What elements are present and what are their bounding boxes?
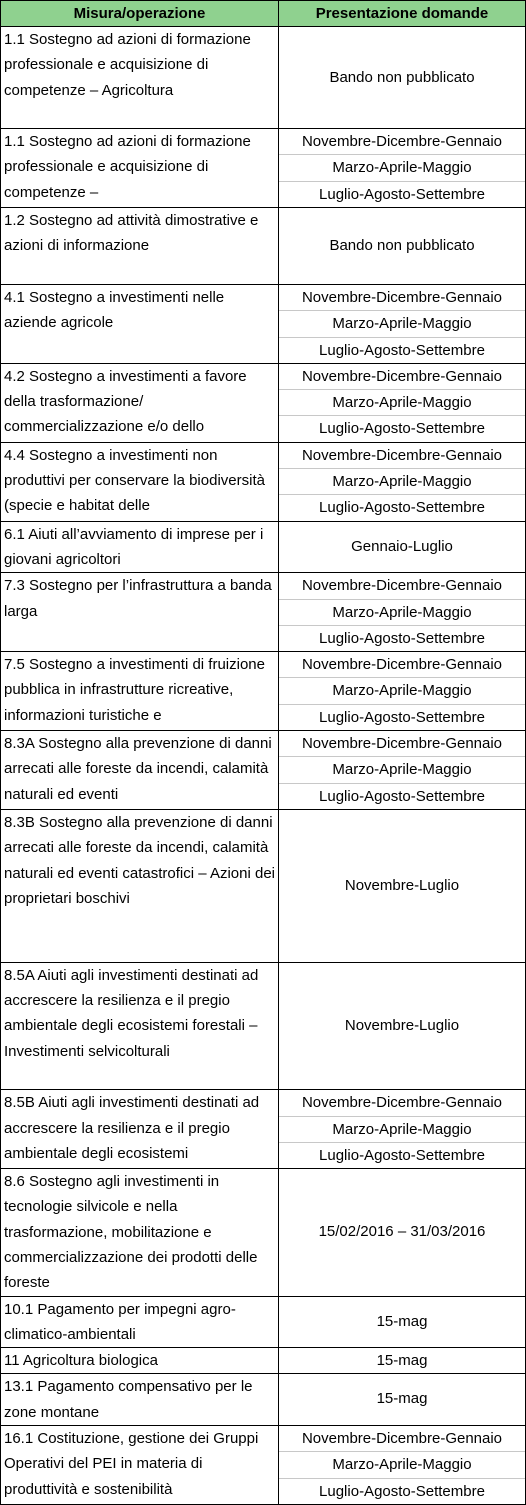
misura-text: 10.1 Pagamento per impegni agro-climatico-ambientali — [4, 1300, 236, 1343]
presentazione-cell — [279, 27, 526, 129]
presentazione-cell — [279, 1090, 526, 1169]
presentazione-text: 15-mag — [376, 1312, 428, 1330]
presentazione-cell — [279, 1348, 526, 1374]
misura-text: 1.1 Sostegno ad azioni di formazione professionale e acquisizione di competenze – — [4, 133, 251, 201]
presentazione-period: Marzo-Aprile-Maggio — [279, 154, 525, 180]
header-misura: Misura/operazione — [1, 1, 279, 27]
misura-text: 7.3 Sostegno per l’infrastruttura a banda larga — [4, 577, 272, 620]
presentazione-period: Luglio-Agosto-Settembre — [279, 704, 525, 730]
presentazione-text: Novembre-Luglio — [344, 876, 460, 894]
presentazione-cell — [279, 1426, 526, 1505]
presentazione-period: Novembre-Dicembre-Gennaio — [301, 735, 503, 753]
table-body — [1, 27, 526, 1505]
misura-cell — [1, 129, 279, 208]
table-row — [1, 27, 526, 129]
presentazione-period: Marzo-Aprile-Maggio — [279, 389, 525, 415]
presentazione-period: Luglio-Agosto-Settembre — [279, 1142, 525, 1168]
presentazione-period: Luglio-Agosto-Settembre — [279, 494, 525, 520]
misura-cell — [1, 442, 279, 521]
misura-cell — [1, 1169, 279, 1297]
misura-text: 8.5A Aiuti agli investimenti destinati ad accrescere la resilienza e il pregio ambientale degli ecosistemi forestali – Investimenti selvicolturali — [4, 966, 259, 1060]
presentazione-period: Luglio-Agosto-Settembre — [279, 783, 525, 809]
presentazione-text: 15-mag — [376, 1352, 428, 1370]
table-row — [1, 129, 526, 208]
misura-cell — [1, 652, 279, 731]
misura-cell — [1, 363, 279, 442]
misura-cell — [1, 1296, 279, 1348]
misura-text: 16.1 Costituzione, gestione dei Gruppi Operativi del PEI in materia di produttività e sostenibilità — [4, 1430, 259, 1498]
presentazione-period: Marzo-Aprile-Maggio — [279, 1451, 525, 1477]
table-row — [1, 363, 526, 442]
presentazione-period: Novembre-Dicembre-Gennaio — [301, 656, 503, 674]
presentazione-text: Gennaio-Luglio — [351, 537, 453, 555]
misura-cell — [1, 1090, 279, 1169]
misura-text: 1.1 Sostegno ad azioni di formazione professionale e acquisizione di competenze – Agricoltura — [4, 31, 251, 99]
table-row — [1, 1426, 526, 1505]
presentazione-text: 15-mag — [376, 1390, 428, 1408]
presentazione-period: Marzo-Aprile-Maggio — [279, 756, 525, 782]
presentazione-cell — [279, 521, 526, 573]
presentazione-cell — [279, 363, 526, 442]
misura-cell — [1, 27, 279, 129]
misura-cell — [1, 284, 279, 363]
presentazione-text: 15/02/2016 – 31/03/2016 — [318, 1223, 486, 1241]
presentazione-period: Novembre-Dicembre-Gennaio — [301, 367, 503, 385]
presentazione-period: Luglio-Agosto-Settembre — [279, 625, 525, 651]
presentazione-period: Luglio-Agosto-Settembre — [279, 181, 525, 207]
misura-text: 8.5B Aiuti agli investimenti destinati ad accrescere la resilienza e il pregio ambientale degli ecosistemi — [4, 1094, 260, 1162]
table-row — [1, 573, 526, 652]
presentazione-cell — [279, 731, 526, 810]
misura-text: 1.2 Sostegno ad attività dimostrative e azioni di informazione — [4, 212, 259, 255]
presentazione-period: Novembre-Dicembre-Gennaio — [301, 1094, 503, 1112]
misura-cell — [1, 521, 279, 573]
misura-text: 4.4 Sostegno a investimenti non produttivi per conservare la biodiversità (specie e habitat delle — [4, 446, 265, 515]
table-row — [1, 731, 526, 810]
misura-text: 4.2 Sostegno a investimenti a favore della trasformazione/ commercializzazione e/o dello — [4, 367, 247, 436]
header-row — [1, 1, 526, 27]
presentazione-cell — [279, 962, 526, 1090]
table-row — [1, 521, 526, 573]
presentazione-text: Novembre-Luglio — [344, 1016, 460, 1034]
misura-cell — [1, 1426, 279, 1505]
presentazione-cell — [279, 1296, 526, 1348]
presentazione-cell — [279, 1374, 526, 1426]
misura-text: 7.5 Sostegno a investimenti di fruizione pubblica in infrastrutture ricreative, informazioni turistiche e — [4, 656, 265, 724]
presentazione-cell — [279, 208, 526, 285]
table-row — [1, 809, 526, 962]
table-row — [1, 1374, 526, 1426]
table-row — [1, 208, 526, 285]
table-row — [1, 1090, 526, 1169]
presentazione-cell — [279, 129, 526, 208]
misura-text: 8.6 Sostegno agli investimenti in tecnologie silvicole e nella trasformazione, mobilitazione e commercializzazione dei prodotti delle foreste — [4, 1173, 258, 1292]
table-row — [1, 1348, 526, 1374]
misura-text: 13.1 Pagamento compensativo per le zone montane — [4, 1378, 253, 1421]
table-row — [1, 962, 526, 1090]
presentazione-period: Novembre-Dicembre-Gennaio — [301, 1430, 503, 1448]
table-row — [1, 1296, 526, 1348]
misura-text: 8.3B Sostegno alla prevenzione di danni arrecati alle foreste da incendi, calamità naturali ed eventi catastrofici – Azioni dei proprietari boschivi — [4, 813, 275, 907]
presentazione-period: Marzo-Aprile-Maggio — [279, 310, 525, 336]
misura-cell — [1, 731, 279, 810]
presentazione-period: Marzo-Aprile-Maggio — [279, 677, 525, 703]
presentazione-period: Luglio-Agosto-Settembre — [279, 337, 525, 363]
presentazione-cell — [279, 442, 526, 521]
table-row — [1, 652, 526, 731]
presentazione-period: Luglio-Agosto-Settembre — [279, 1478, 525, 1504]
table-row — [1, 442, 526, 521]
misura-text: 6.1 Aiuti all’avviamento di imprese per i giovani agricoltori — [4, 525, 264, 568]
table-row — [1, 1169, 526, 1297]
presentazione-period: Marzo-Aprile-Maggio — [279, 1116, 525, 1142]
presentazione-cell — [279, 809, 526, 962]
presentazione-period: Novembre-Dicembre-Gennaio — [301, 133, 503, 151]
misura-cell — [1, 809, 279, 962]
presentazione-cell — [279, 1169, 526, 1297]
misura-cell — [1, 208, 279, 285]
presentazione-period: Novembre-Dicembre-Gennaio — [301, 288, 503, 306]
table-row — [1, 284, 526, 363]
header-presentazione: Presentazione domande — [279, 1, 526, 27]
misura-text: 8.3A Sostegno alla prevenzione di danni arrecati alle foreste da incendi, calamità naturali ed eventi — [4, 735, 272, 803]
misura-text: 11 Agricoltura biologica — [4, 1352, 158, 1370]
misura-cell — [1, 573, 279, 652]
presentazione-text: Bando non pubblicato — [329, 237, 475, 255]
misura-cell — [1, 962, 279, 1090]
misura-cell — [1, 1374, 279, 1426]
presentazione-period: Novembre-Dicembre-Gennaio — [301, 577, 503, 595]
presentazione-period: Marzo-Aprile-Maggio — [279, 468, 525, 494]
presentazione-period: Marzo-Aprile-Maggio — [279, 599, 525, 625]
misura-cell — [1, 1348, 279, 1374]
presentazione-text: Bando non pubblicato — [329, 69, 475, 86]
presentazione-cell — [279, 284, 526, 363]
presentazione-period: Novembre-Dicembre-Gennaio — [301, 446, 503, 464]
presentazione-period: Luglio-Agosto-Settembre — [279, 415, 525, 441]
presentazione-cell — [279, 573, 526, 652]
presentazione-cell — [279, 652, 526, 731]
misura-text: 4.1 Sostegno a investimenti nelle aziende agricole — [4, 288, 225, 332]
